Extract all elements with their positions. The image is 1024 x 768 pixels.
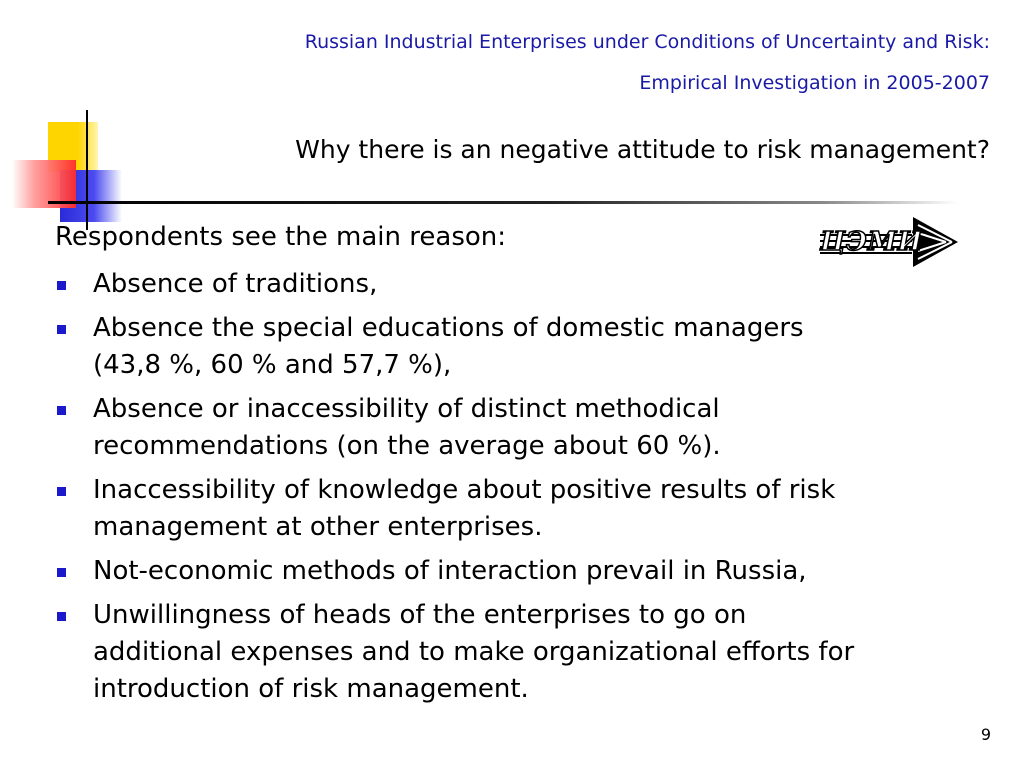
square-bullet-icon	[57, 406, 66, 415]
bullet-text-line: recommendations (on the average about 60 %).	[93, 431, 721, 461]
intro-text: Respondents see the main reason:	[55, 222, 507, 252]
bullet-item	[55, 553, 985, 590]
square-bullet-icon	[57, 487, 66, 496]
square-bullet-icon	[57, 281, 66, 290]
bullet-text-line: Absence or inaccessibility of distinct methodical	[93, 394, 720, 424]
presentation-header-line1: Russian Industrial Enterprises under Conditions of Uncertainty and Risk:	[304, 31, 990, 53]
presentation-header-line2: Empirical Investigation in 2005-2007	[639, 72, 990, 94]
bullet-text-line: Absence of traditions,	[93, 269, 378, 299]
square-bullet-icon	[57, 325, 66, 334]
bullet-text-line: (43,8 %, 60 % and 57,7 %),	[93, 350, 452, 380]
bullet-item	[55, 310, 985, 384]
institute-logo	[818, 213, 960, 271]
bullet-text-line: additional expenses and to make organizational efforts for	[93, 637, 855, 667]
page-number: 9	[980, 725, 991, 744]
bullet-text-line: management at other enterprises.	[93, 512, 543, 542]
bullet-text-line: introduction of risk management.	[93, 674, 529, 704]
title-divider-line	[48, 201, 958, 204]
slide-title: Why there is an negative attitude to risk management?	[295, 135, 990, 164]
bullet-item	[55, 266, 985, 303]
logo-text: ЦЭМИ	[820, 227, 924, 257]
square-bullet-icon	[57, 612, 66, 621]
bullet-text-line: Not-economic methods of interaction prevail in Russia,	[93, 556, 807, 586]
decorative-vertical-line	[86, 110, 88, 230]
bullet-text-line: Absence the special educations of domestic managers	[93, 313, 804, 343]
bullet-list	[55, 266, 985, 715]
bullet-item	[55, 391, 985, 465]
square-bullet-icon	[57, 568, 66, 577]
bullet-text-line: Unwillingness of heads of the enterprises to go on	[93, 600, 747, 630]
bullet-text-line: Inaccessibility of knowledge about positive results of risk	[93, 475, 836, 505]
bullet-item	[55, 472, 985, 546]
bullet-item	[55, 597, 985, 708]
